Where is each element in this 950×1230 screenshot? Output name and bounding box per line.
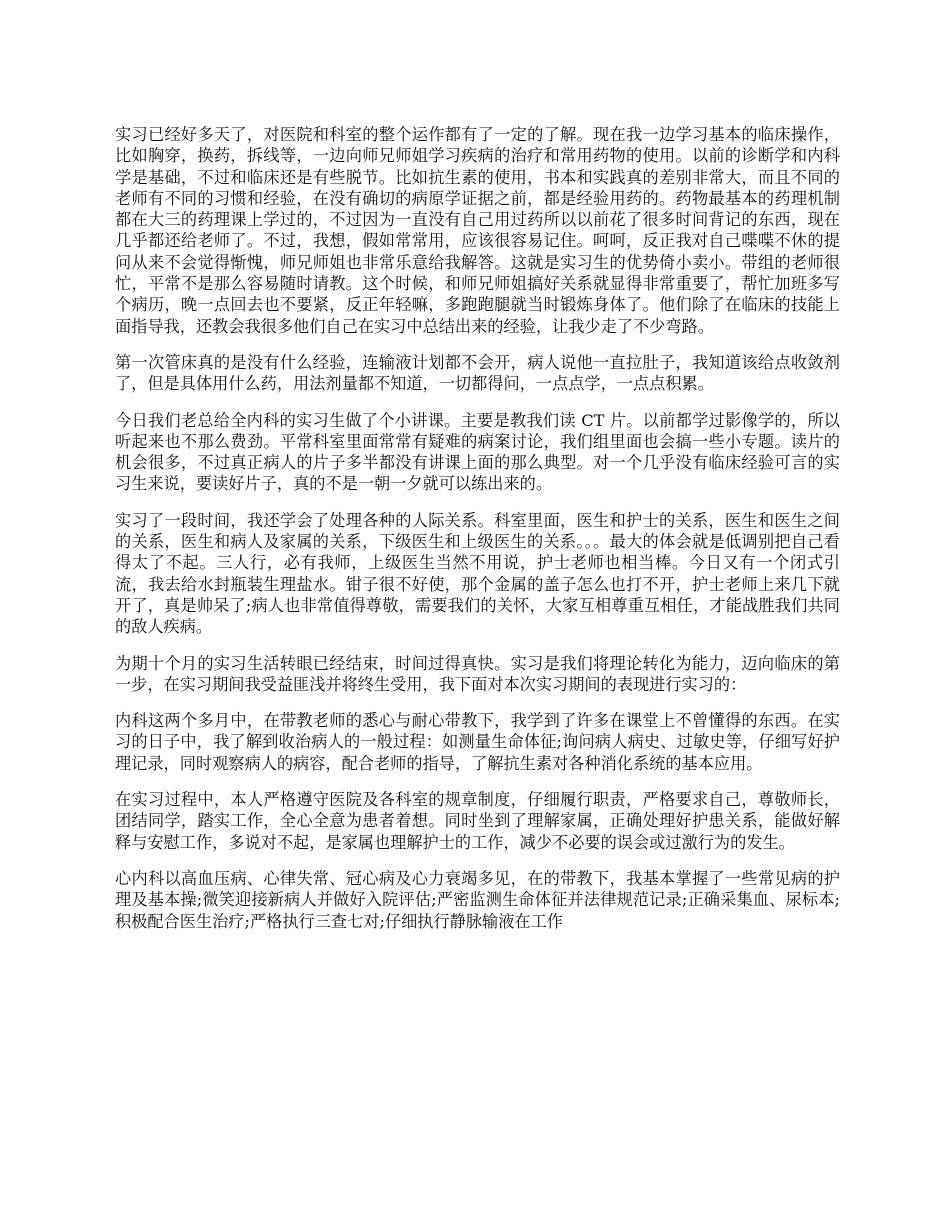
paragraph-7: 在实习过程中，本人严格遵守医院及各科室的规章制度，仔细履行职责，严格要求自己，尊敬师长，团结同学，踏实工作，全心全意为患者着想。同时坐到了理解家属，正确处理好护患关系，能做好解释与安慰工作，多说对不起，是家属也理解护士的工作，减少不必要的误会或过激行为的发生。: [115, 790, 840, 852]
paragraph-4: 实习了一段时间，我还学会了处理各种的人际关系。科室里面，医生和护士的关系，医生和医生之间的关系，医生和病人及家属的关系，下级医生和上级医生的关系。。。最大的体会就是低调别把自己看得太了不起。三人行，必有我师，上级医生当然不用说，护士老师也相当棒。今日又有一个闭式引流，我去给水封瓶装生理盐水。钳子很不好使，那个金属的盖子怎么也打不开，护士老师上来几下就开了，真是帅呆了;病人也非常值得尊敬，需要我们的关怀，大家互相尊重互相任，才能战胜我们共同的敌人疾病。: [115, 510, 840, 637]
paragraph-2: 第一次管床真的是没有什么经验，连输液计划都不会开，病人说他一直拉肚子，我知道该给点收敛剂了，但是具体用什么药，用法剂量都不知道，一切都得问，一点点学，一点点积累。: [115, 352, 840, 394]
paragraph-1: 实习已经好多天了，对医院和科室的整个运作都有了一定的了解。现在我一边学习基本的临床操作，比如胸穿，换药，拆线等，一边向师兄师姐学习疾病的治疗和常用药物的使用。以前的诊断学和内科学是基础，不过和临床还是有些脱节。比如抗生素的使用，书本和实践真的差别非常大，而且不同的老师有不同的习惯和经验，在没有确切的病原学证据之前，都是经验用药的。药物最基本的药理机制都在大三的药理课上学过的，不过因为一直没有自己用过药所以以前花了很多时间背记的东西，现在几乎都还给老师了。不过，我想，假如常常用，应该很容易记住。呵呵，反正我对自己喋喋不休的提问从来不会觉得惭愧，师兄师姐也非常乐意给我解答。这就是实习生的优势倚小卖小。带组的老师很忙，平常不是那么容易随时请教。这个时候，和师兄师姐搞好关系就显得非常重要了，帮忙加班多写个病历，晚一点回去也不要紧，反正年轻嘛，多跑跑腿就当时锻炼身体了。他们除了在临床的技能上面指导我，还教会我很多他们自己在实习中总结出来的经验，让我少走了不少弯路。: [115, 125, 840, 336]
paragraph-3: 今日我们老总给全内科的实习生做了个小讲课。主要是教我们读 CT 片。以前都学过影像学的，所以听起来也不那么费劲。平常科室里面常常有疑难的病案讨论，我们组里面也会搞一些小专题。读片的机会很多，不过真正病人的片子多半都没有讲课上面的那么典型。对一个几乎没有临床经验可言的实习生来说，要读好片子，真的不是一朝一夕就可以练出来的。: [115, 410, 840, 494]
paragraph-8: 心内科以高血压病、心律失常、冠心病及心力衰竭多见，在的带教下，我基本掌握了一些常见病的护理及基本操;微笑迎接新病人并做好入院评估;严密监测生命体征并法律规范记录;正确采集血、尿标本;积极配合医生治疗;严格执行三查七对;仔细执行静脉输液在工作: [115, 868, 840, 931]
document-body: [115, 124, 840, 947]
paragraph-6: 内科这两个多月中，在带教老师的悉心与耐心带教下，我学到了许多在课堂上不曾懂得的东西。在实习的日子中，我了解到收治病人的一般过程：如测量生命体征;询问病人病史、过敏史等，仔细写好护理记录，同时观察病人的病容，配合老师的指导，了解抗生素对各种消化系统的基本应用。: [115, 711, 840, 773]
paragraph-5: 为期十个月的实习生活转眼已经结束，时间过得真快。实习是我们将理论转化为能力，迈向临床的第一步，在实习期间我受益匪浅并将终生受用，我下面对本次实习期间的表现进行实习的：: [115, 653, 840, 694]
